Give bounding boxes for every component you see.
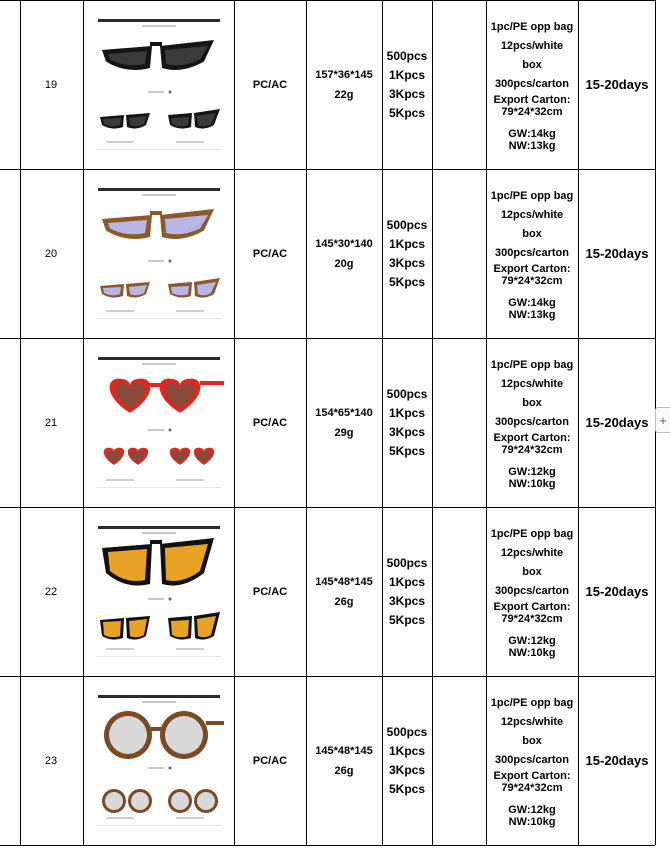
packing-line: 12pcs/white — [500, 377, 564, 390]
packing-cell — [487, 169, 577, 338]
price-cell — [433, 676, 485, 845]
price-cell — [433, 338, 485, 507]
lead-time: 15-20days — [585, 246, 649, 261]
moq-cell — [383, 676, 431, 845]
moq-value: 3Kpcs — [388, 424, 426, 439]
lead-time: 15-20days — [585, 584, 649, 599]
packing-line: Export Carton: — [493, 93, 571, 106]
size-weight-cell — [307, 676, 381, 845]
moq-value: 1Kpcs — [388, 236, 426, 251]
size-weight-cell — [307, 0, 381, 169]
packing-line: 1pc/PE opp bag — [490, 20, 574, 33]
price-cell — [433, 0, 485, 169]
packing-line: 79*24*32cm — [501, 105, 563, 118]
weight: 26g — [334, 764, 354, 777]
packing-line: 79*24*32cm — [501, 274, 563, 287]
moq-value: 3Kpcs — [388, 255, 426, 270]
moq-value: 1Kpcs — [388, 67, 426, 82]
moq-value: 5Kpcs — [388, 443, 426, 458]
packing-cell — [487, 507, 577, 676]
packing-line: Export Carton: — [493, 431, 571, 444]
moq-cell — [383, 338, 431, 507]
moq-cell — [383, 169, 431, 338]
moq-value: 500pcs — [386, 217, 428, 232]
packing-line: 300pcs/carton — [495, 415, 569, 428]
moq-value: 500pcs — [386, 48, 428, 63]
packing-line: 1pc/PE opp bag — [490, 189, 574, 202]
packing-line: Export Carton: — [493, 262, 571, 275]
net-weight: NW:10kg — [508, 815, 556, 828]
moq-value: 500pcs — [386, 724, 428, 739]
net-weight: NW:10kg — [508, 477, 556, 490]
moq-value: 500pcs — [386, 555, 428, 570]
moq-value: 3Kpcs — [388, 593, 426, 608]
packing-line: 300pcs/carton — [495, 753, 569, 766]
product-photo-cell — [85, 507, 233, 676]
size: 145*48*145 — [315, 575, 373, 588]
sunglasses-photo — [92, 355, 226, 491]
packing-line: Export Carton: — [493, 769, 571, 782]
gross-weight: GW:12kg — [508, 803, 556, 816]
lead-time: 15-20days — [585, 753, 649, 768]
material: PC/AC — [252, 754, 288, 767]
packing-line: 12pcs/white — [500, 715, 564, 728]
size: 145*30*140 — [315, 237, 373, 250]
table-row-border — [0, 845, 655, 846]
material: PC/AC — [252, 585, 288, 598]
lead-time: 15-20days — [585, 77, 649, 92]
item-number: 23 — [44, 754, 58, 767]
packing-line: box — [522, 734, 542, 747]
size-weight-cell — [307, 169, 381, 338]
packing-line: 12pcs/white — [500, 546, 564, 559]
weight: 22g — [334, 88, 354, 101]
packing-line: 79*24*32cm — [501, 612, 563, 625]
weight: 29g — [334, 426, 354, 439]
item-number: 19 — [44, 78, 58, 91]
packing-line: 12pcs/white — [500, 39, 564, 52]
sunglasses-photo — [92, 17, 226, 153]
gross-weight: GW:14kg — [508, 296, 556, 309]
packing-line: 1pc/PE opp bag — [490, 358, 574, 371]
packing-line: 12pcs/white — [500, 208, 564, 221]
item-number: 21 — [44, 416, 58, 429]
gross-weight: GW:14kg — [508, 127, 556, 140]
net-weight: NW:10kg — [508, 646, 556, 659]
table-row — [0, 0, 655, 169]
table-row — [0, 507, 655, 676]
moq-value: 5Kpcs — [388, 274, 426, 289]
packing-line: 300pcs/carton — [495, 584, 569, 597]
moq-value: 1Kpcs — [388, 743, 426, 758]
packing-line: box — [522, 396, 542, 409]
product-photo-cell — [85, 169, 233, 338]
table-row — [0, 338, 655, 507]
moq-value: 5Kpcs — [388, 612, 426, 627]
packing-line: 300pcs/carton — [495, 246, 569, 259]
material: PC/AC — [252, 78, 288, 91]
packing-line: 1pc/PE opp bag — [490, 527, 574, 540]
material: PC/AC — [252, 247, 288, 260]
packing-cell — [487, 676, 577, 845]
lead-time: 15-20days — [585, 415, 649, 430]
size: 157*36*145 — [315, 68, 373, 81]
item-number: 20 — [44, 247, 58, 260]
packing-line: box — [522, 565, 542, 578]
moq-value: 3Kpcs — [388, 86, 426, 101]
product-photo-cell — [85, 338, 233, 507]
item-number: 22 — [44, 585, 58, 598]
packing-cell — [487, 0, 577, 169]
moq-value: 5Kpcs — [388, 781, 426, 796]
gross-weight: GW:12kg — [508, 634, 556, 647]
sunglasses-photo — [92, 524, 226, 660]
table-row — [0, 676, 655, 845]
price-cell — [433, 507, 485, 676]
net-weight: NW:13kg — [508, 139, 556, 152]
sunglasses-photo — [92, 693, 226, 829]
packing-line: 79*24*32cm — [501, 443, 563, 456]
packing-line: Export Carton: — [493, 600, 571, 613]
moq-cell — [383, 507, 431, 676]
expand-side-button[interactable]: + — [655, 407, 670, 433]
weight: 20g — [334, 257, 354, 270]
moq-value: 3Kpcs — [388, 762, 426, 777]
packing-line: box — [522, 58, 542, 71]
moq-value: 500pcs — [386, 386, 428, 401]
moq-value: 5Kpcs — [388, 105, 426, 120]
moq-value: 1Kpcs — [388, 405, 426, 420]
material: PC/AC — [252, 416, 288, 429]
packing-line: box — [522, 227, 542, 240]
packing-cell — [487, 338, 577, 507]
net-weight: NW:13kg — [508, 308, 556, 321]
packing-line: 300pcs/carton — [495, 77, 569, 90]
packing-line: 79*24*32cm — [501, 781, 563, 794]
size: 145*48*145 — [315, 744, 373, 757]
size-weight-cell — [307, 338, 381, 507]
table-row — [0, 169, 655, 338]
weight: 26g — [334, 595, 354, 608]
product-photo-cell — [85, 676, 233, 845]
price-cell — [433, 169, 485, 338]
size-weight-cell — [307, 507, 381, 676]
moq-value: 1Kpcs — [388, 574, 426, 589]
packing-line: 1pc/PE opp bag — [490, 696, 574, 709]
size: 154*65*140 — [315, 406, 373, 419]
product-photo-cell — [85, 0, 233, 169]
sunglasses-photo — [92, 186, 226, 322]
moq-cell — [383, 0, 431, 169]
gross-weight: GW:12kg — [508, 465, 556, 478]
